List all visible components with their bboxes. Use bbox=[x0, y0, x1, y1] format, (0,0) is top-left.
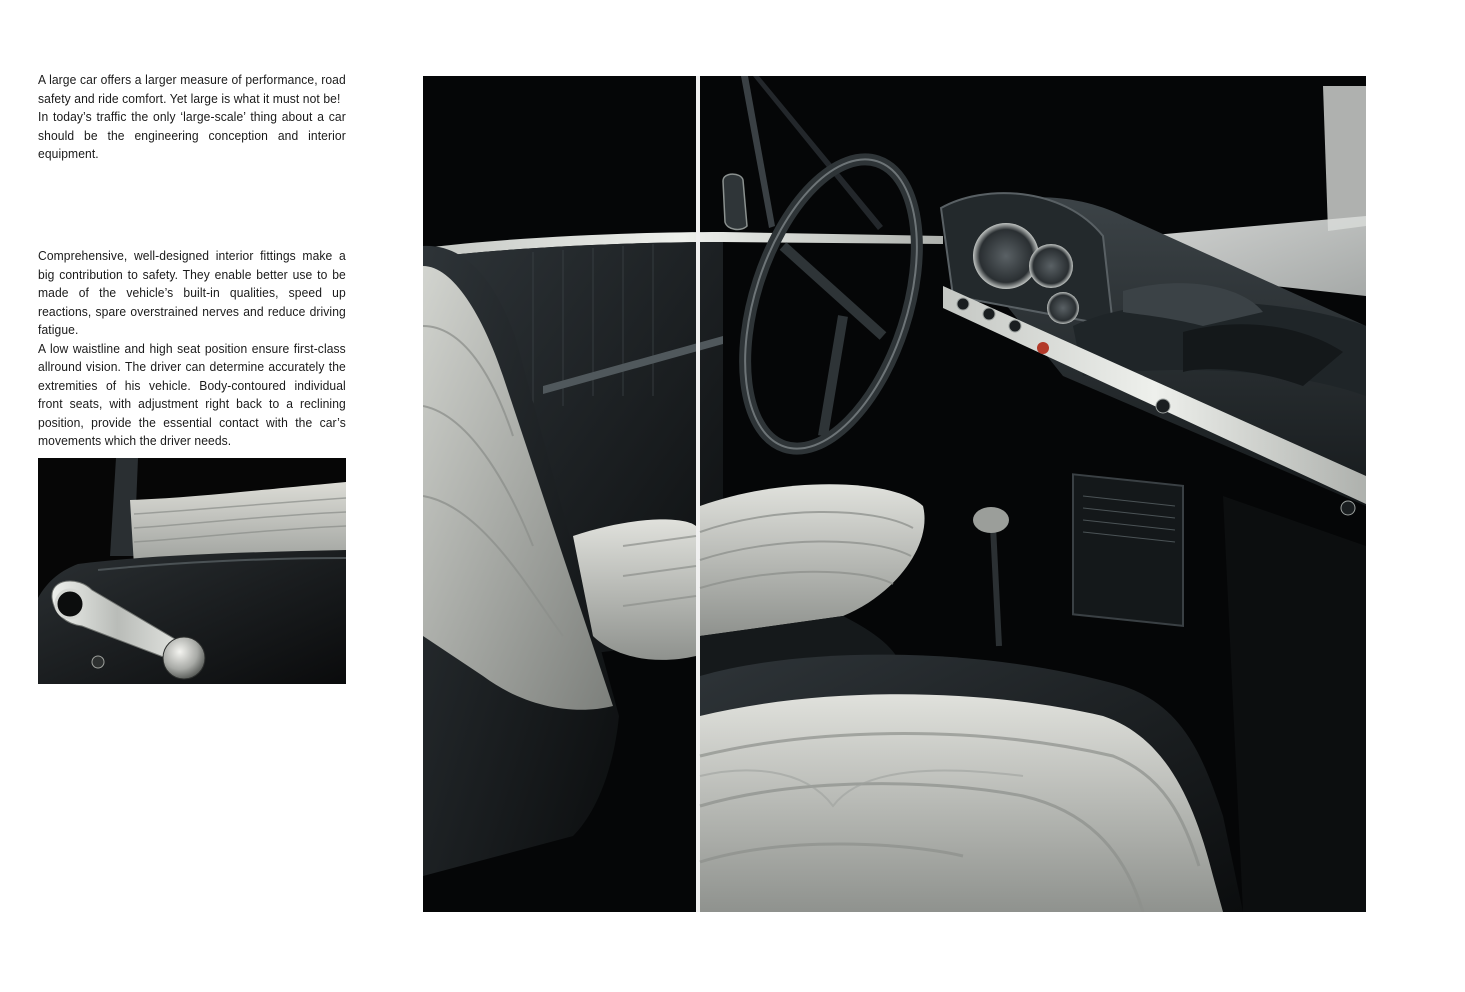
body-text bbox=[38, 247, 346, 451]
seat-recline-lever-photo bbox=[38, 458, 346, 684]
intro-paragraph-2: In today’s traffic the only ‘large-scale’ thing about a car should be the engineering conception and interior equipment. bbox=[38, 109, 346, 161]
car-interior-illustration bbox=[423, 76, 1366, 912]
body-paragraph-1: Comprehensive, well-designed interior fittings make a big contribution to safety. They enable better use to be made of the vehicle’s built-in qualities, speed up reactions, spare overstrained nerves and reduce driving fatigue. bbox=[38, 248, 346, 337]
intro-text bbox=[38, 71, 346, 164]
car-interior-photo bbox=[423, 76, 1366, 912]
body-paragraph-2: A low waistline and high seat position ensure first-class allround vision. The driver can determine accurately the extremities of his vehicle. Body-contoured individual front seats, with adjustment right back to a reclining position, provide the essential contact with the car’s movements which the driver needs. bbox=[38, 340, 346, 448]
seat-recline-lever-illustration bbox=[38, 458, 346, 684]
intro-paragraph-1: A large car offers a larger measure of performance, road safety and ride comfort. Yet large is what it must not be! bbox=[38, 72, 346, 106]
